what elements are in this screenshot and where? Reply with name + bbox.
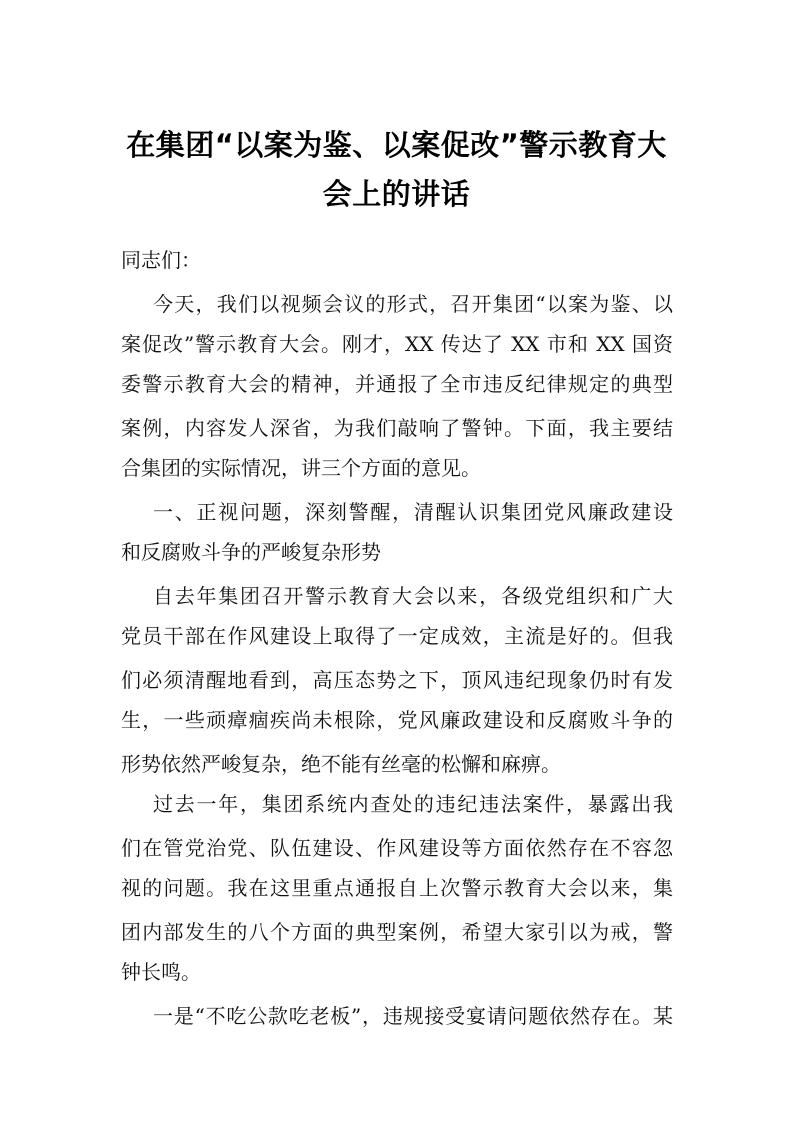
- paragraph-line: 党员干部在作风建设上取得了一定成效，主流是好的。但我: [121, 624, 673, 648]
- section-heading-line: 和反腐败斗争的严峻复杂形势: [121, 540, 381, 564]
- paragraph-line: 委警示教育大会的精神，并通报了全市违反纪律规定的典型: [121, 372, 673, 396]
- paragraph-line: 们在管党治党、队伍建设、作风建设等方面依然存在不容忽: [121, 836, 673, 860]
- paragraph-line: 合集团的实际情况，讲三个方面的意见。: [121, 456, 481, 480]
- paragraph-line: 一是“不吃公款吃老板”，违规接受宴请问题依然存在。某: [153, 1004, 673, 1028]
- paragraph-line: 们必须清醒地看到，高压态势之下，顶风违纪现象仍时有发: [121, 668, 673, 692]
- paragraph-line: 团内部发生的八个方面的典型案例，希望大家引以为戒，警: [121, 920, 673, 944]
- paragraph-line: 视的问题。我在这里重点通报自上次警示教育大会以来，集: [121, 876, 673, 900]
- paragraph-line: 自去年集团召开警示教育大会以来，各级党组织和广大: [153, 584, 673, 608]
- document-title-line-1: 在集团“以案为鉴、以案促改”警示教育大: [126, 128, 667, 162]
- paragraph-line: 今天，我们以视频会议的形式，召开集团“以案为鉴、以: [153, 292, 673, 316]
- paragraph-line: 生，一些顽瘴痼疾尚未根除，党风廉政建设和反腐败斗争的: [121, 708, 673, 732]
- section-heading-line: 一、正视问题，深刻警醒，清醒认识集团党风廉政建设: [153, 500, 673, 524]
- salutation: 同志们：: [121, 248, 201, 272]
- paragraph-line: 钟长鸣。: [121, 960, 201, 984]
- paragraph-line: 案促改”警示教育大会。刚才，XX 传达了 XX 市和 XX 国资: [121, 332, 673, 356]
- paragraph-line: 过去一年，集团系统内查处的违纪违法案件，暴露出我: [153, 792, 673, 816]
- paragraph-line: 案例，内容发人深省，为我们敲响了警钟。下面，我主要结: [121, 416, 673, 440]
- paragraph-line: 形势依然严峻复杂，绝不能有丝毫的松懈和麻痹。: [121, 752, 561, 776]
- document-title-line-2: 会上的讲话: [322, 177, 471, 211]
